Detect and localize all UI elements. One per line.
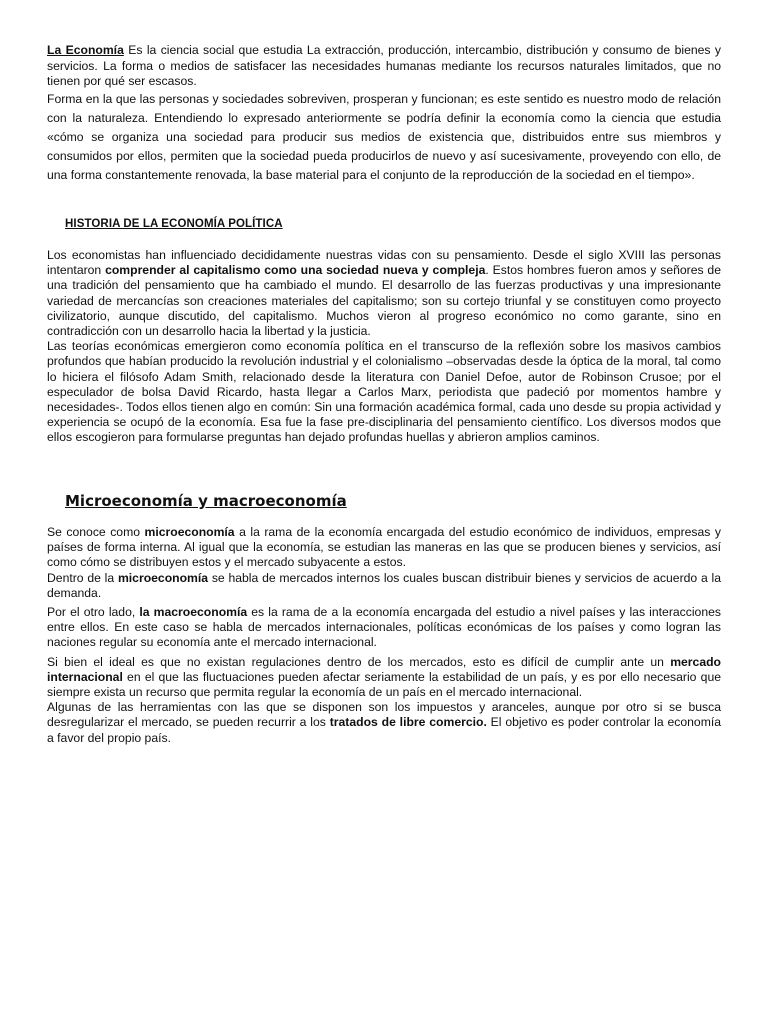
paragraph-economistas: Los economistas han influenciado decididamente nuestras vidas con su pensamiento. Desde el siglo XVIII las personas intentaron comprender al capitalismo como una sociedad nueva y compleja. Estos hombres fueron amos y señores de una tradición del pensamiento que ha cambiado el mundo. El desarrollo de las fuerzas productivas y una impresionante variedad de mercancías son creaciones materiales del capitalismo; son su cortejo triunfal y se constituyen como proyecto civilizatorio, aunque discutido, del capitalismo. Muchos vieron al progreso económico no como garante, sino en contradicción con un desarrollo hacia la libertad y la justicia.: [47, 248, 721, 339]
paragraph-dentro: Dentro de la microeconomía se habla de mercados internos los cuales buscan distribuir bienes y servicios de acuerdo a la demanda.: [47, 570, 722, 600]
section-economia: [47, 43, 721, 185]
paragraph-teorias: Las teorías económicas emergieron como economía política en el transcurso de la reflexión sobre los masivos cambios profundos que habían producido la revolución industrial y el colonialismo –observadas desde la óptica de la moral, tal como lo hiciera el filósofo Adam Smith, relacionado desde la literatura con Daniel Defoe, autor de Robinson Crusoe; por el especulador de bolsa David Ricardo, hasta llegar a Carlos Marx, periodista que padeció por momentos hambre y necesidades-. Todos ellos tienen algo en común: Sin una formación académica formal, cada uno desde su propia actividad y experiencia se ocupó de la economía. Esa fue la fase pre-disciplinaria del pensamiento científico. Los diversos modos que ellos escogieron para formularse preguntas han dejado profundas huellas y abrieron amplios caminos.: [47, 339, 721, 445]
heading-micro-macro: Microeconomía y macroeconomía: [65, 492, 347, 510]
heading-historia: HISTORIA DE LA ECONOMÍA POLÍTICA: [65, 218, 283, 230]
paragraph-microeconomia: Se conoce como microeconomía a la rama de la economía encargada del estudio económico de individuos, empresas y países de forma interna. Al igual que la economía, se estudian las maneras en las que se producen bienes y servicios, así como cómo se distribuyen estos y el mercado subyacente a estos.: [47, 525, 721, 570]
section-historia: [47, 248, 721, 446]
paragraph-herramientas: Algunas de las herramientas con las que se disponen son los impuestos y aranceles, aunque por otro si se busca desregularizar el mercado, se pueden recurrir a los tratados de libre comercio. El objetivo es poder controlar la economía a favor del propio país.: [47, 700, 722, 745]
paragraph-macroeconomia: Por el otro lado, la macroeconomía es la rama de a la economía encargada del estudio a nivel países y las interacciones entre ellos. En este caso se habla de mercados internacionales, políticas económicas de los países y como logran las naciones regular su economía ante el mercado internacional.: [47, 605, 721, 650]
paragraph-definicion: La Economía Es la ciencia social que estudia La extracción, producción, intercambio, distribución y consumo de bienes y servicios. La forma o medios de satisfacer las necesidades humanas mediante los recursos naturales limitados, que no tienen por qué ser escasos.: [47, 43, 721, 89]
paragraph-forma: Forma en la que las personas y sociedades sobreviven, prosperan y funcionan; es este sentido es nuestro modo de relación con la naturaleza. Entendiendo lo expresado anteriormente se podría definir la economía como la ciencia que estudia «cómo se organiza una sociedad para producir sus medios de existencia que, distribuidos entre sus miembros y consumidos por ellos, permiten que la sociedad pueda producirlos de nuevo y así sucesivamente, proveyendo con ello, de una forma constantemente renovada, la base material para el conjunto de la reproducción de la sociedad en el tiempo».: [47, 91, 721, 182]
paragraph-regulaciones: Si bien el ideal es que no existan regulaciones dentro de los mercados, esto es difícil de cumplir ante un mercado internacional en el que las fluctuaciones pueden afectar seriamente la estabilidad de un país, y es por ello necesario que siempre exista un recurso que permita regular la economía de un país en el mercado internacional.: [47, 654, 721, 700]
term-la-economia: La Economía: [47, 43, 124, 57]
section-micro-macro: [47, 525, 721, 746]
